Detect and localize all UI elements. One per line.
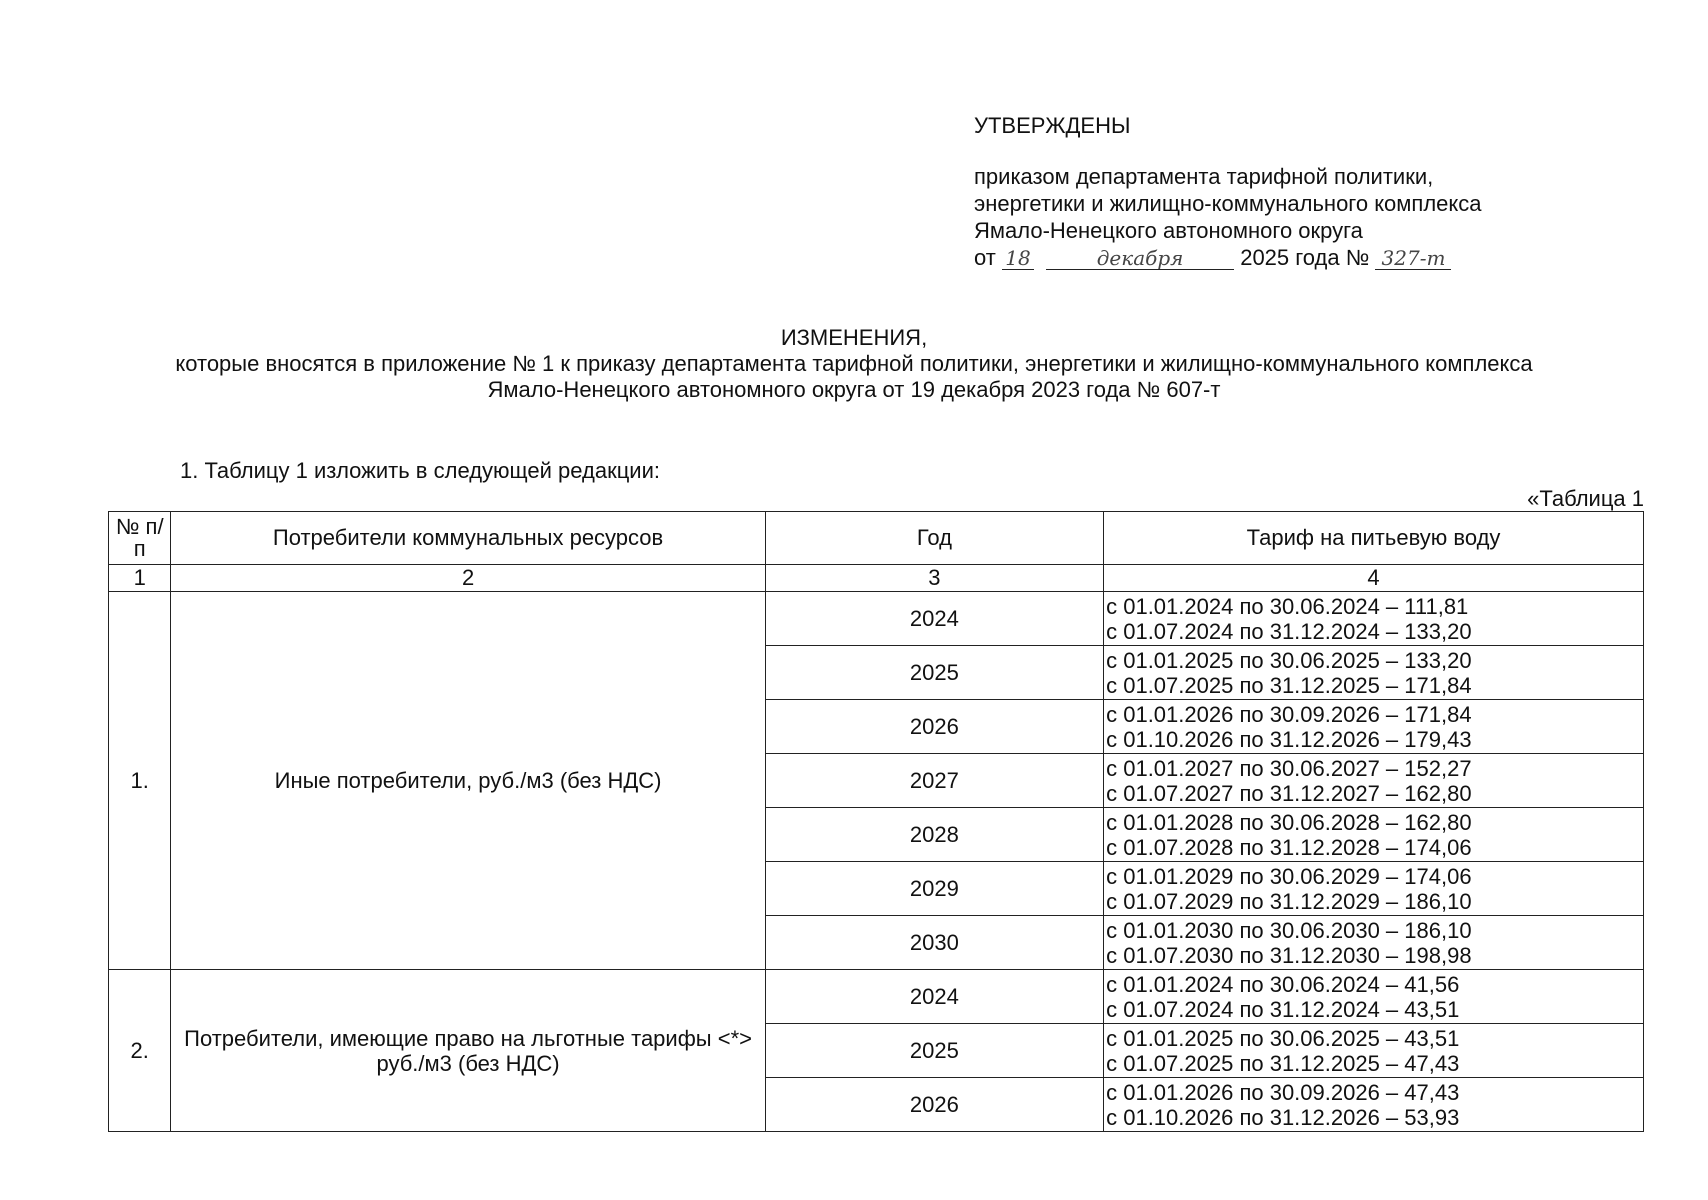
tariff-cell: [1104, 700, 1644, 754]
tariff-period: с 01.07.2025 по 31.12.2025 – 171,84: [1106, 672, 1472, 698]
column-number: 3: [765, 565, 1103, 592]
year-cell: 2029: [765, 862, 1103, 916]
year-text: 2025 года №: [1240, 245, 1370, 270]
header-year: Год: [765, 512, 1103, 565]
tariff-period: с 01.01.2027 по 30.06.2027 – 152,27: [1106, 755, 1472, 781]
tariff-period: с 01.01.2024 по 30.06.2024 – 41,56: [1106, 971, 1460, 997]
year-cell: 2025: [765, 1024, 1103, 1078]
year-cell: 2026: [765, 1078, 1103, 1132]
consumer-cell: Потребители, имеющие право на льготные тарифы <*> руб./м3 (без НДС): [171, 970, 765, 1132]
row-number: 1.: [109, 592, 171, 970]
tariff-period: с 01.07.2027 по 31.12.2027 – 162,80: [1106, 780, 1472, 806]
changes-title: ИЗМЕНЕНИЯ,: [780, 325, 928, 350]
handwritten-month: декабря: [1046, 247, 1234, 270]
tariff-cell: [1104, 1078, 1644, 1132]
changes-line-1: которые вносятся в приложение № 1 к приказу департамента тарифной политики, энергетики и жилищно-коммунального комплекса: [175, 351, 1533, 376]
tariff-period: с 01.07.2025 по 31.12.2025 – 47,43: [1106, 1050, 1460, 1076]
tariff-period: с 01.01.2026 по 30.09.2026 – 171,84: [1106, 701, 1472, 727]
tariff-cell: [1104, 1024, 1644, 1078]
tariff-period: с 01.07.2029 по 31.12.2029 – 186,10: [1106, 888, 1472, 914]
tariff-cell: [1104, 592, 1644, 646]
year-cell: 2024: [765, 592, 1103, 646]
header-tariff: Тариф на питьевую воду: [1104, 512, 1644, 565]
item-1-text: 1. Таблицу 1 изложить в следующей редакции:: [180, 458, 660, 483]
approval-line-1: приказом департамента тарифной политики,: [974, 164, 1434, 189]
tariff-cell: [1104, 916, 1644, 970]
tariff-cell: [1104, 808, 1644, 862]
column-number: 2: [171, 565, 765, 592]
tariff-period: с 01.07.2024 по 31.12.2024 – 133,20: [1106, 618, 1472, 644]
table-header-row: [109, 512, 1644, 565]
tariff-cell: [1104, 862, 1644, 916]
table-body: [109, 592, 1644, 1132]
tariff-period: с 01.01.2025 по 30.06.2025 – 43,51: [1106, 1025, 1460, 1051]
consumer-cell: Иные потребители, руб./м3 (без НДС): [171, 592, 765, 970]
tariff-period: с 01.10.2026 по 31.12.2026 – 53,93: [1106, 1104, 1460, 1130]
approval-line-2: энергетики и жилищно-коммунального комплекса: [974, 191, 1482, 216]
tariff-period: с 01.07.2030 по 31.12.2030 – 198,98: [1106, 942, 1472, 968]
tariff-cell: [1104, 970, 1644, 1024]
year-cell: 2028: [765, 808, 1103, 862]
tariff-period: с 01.01.2025 по 30.06.2025 – 133,20: [1106, 647, 1472, 673]
approval-block: [974, 112, 1614, 271]
tariff-period: с 01.01.2029 по 30.06.2029 – 174,06: [1106, 863, 1472, 889]
tariff-period: с 01.01.2028 по 30.06.2028 – 162,80: [1106, 809, 1472, 835]
tariff-period: с 01.10.2026 по 31.12.2026 – 179,43: [1106, 726, 1472, 752]
approval-date-line: [974, 244, 1614, 271]
handwritten-number: 327-т: [1375, 247, 1451, 270]
table-row: [109, 592, 1644, 646]
year-cell: 2025: [765, 646, 1103, 700]
tariff-period: с 01.01.2026 по 30.09.2026 – 47,43: [1106, 1079, 1460, 1105]
handwritten-day: 18: [1002, 247, 1034, 270]
year-cell: 2024: [765, 970, 1103, 1024]
tariff-period: с 01.01.2030 по 30.06.2030 – 186,10: [1106, 917, 1472, 943]
approval-title: УТВЕРЖДЕНЫ: [974, 113, 1131, 138]
row-number: 2.: [109, 970, 171, 1132]
tariff-cell: [1104, 754, 1644, 808]
tariff-period: с 01.07.2028 по 31.12.2028 – 174,06: [1106, 834, 1472, 860]
tariff-period: с 01.07.2024 по 31.12.2024 – 43,51: [1106, 996, 1460, 1022]
changes-line-2: Ямало-Ненецкого автономного округа от 19 декабря 2023 года № 607-т: [487, 377, 1221, 402]
column-number: 4: [1104, 565, 1644, 592]
tariff-period: с 01.01.2024 по 30.06.2024 – 111,81: [1106, 593, 1469, 619]
tariff-table: [108, 511, 1644, 1132]
table-caption: «Таблица 1: [1527, 486, 1644, 511]
changes-heading: [60, 325, 1648, 403]
column-number: 1: [109, 565, 171, 592]
column-number-row: [109, 565, 1644, 592]
header-number: № п/п: [109, 512, 171, 565]
from-label: от: [974, 245, 996, 270]
year-cell: 2027: [765, 754, 1103, 808]
year-cell: 2030: [765, 916, 1103, 970]
table-row: [109, 970, 1644, 1024]
header-consumers: Потребители коммунальных ресурсов: [171, 512, 765, 565]
tariff-cell: [1104, 646, 1644, 700]
approval-line-3: Ямало-Ненецкого автономного округа: [974, 218, 1363, 243]
year-cell: 2026: [765, 700, 1103, 754]
